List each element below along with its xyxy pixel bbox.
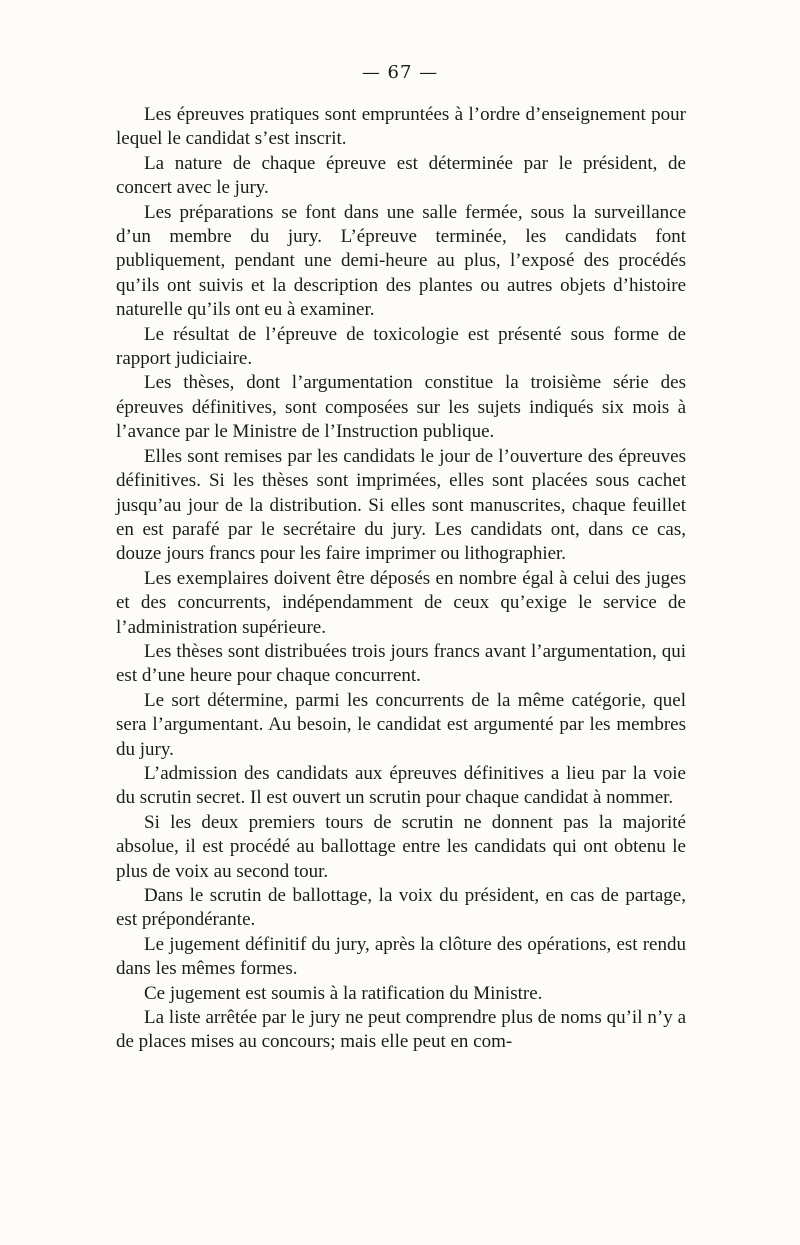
paragraph: Ce jugement est soumis à la ratification du Ministre. (144, 982, 543, 1004)
paragraph: La liste arrêtée par le jury ne peut comprendre plus de noms qu’il n’y a de places mises au concours; mais elle peut en com- (116, 1007, 686, 1053)
page-number: — 67 — (361, 62, 439, 83)
body-text (116, 103, 686, 1055)
paragraph: Les thèses, dont l’argumentation constitue la troisième série des épreuves définitives, sont composées sur les sujets indiqués six mois à l’avance par le Ministre de l’Instruction publique. (116, 372, 686, 443)
paragraph: Les exemplaires doivent être déposés en nombre égal à celui des juges et des concurrents, indépendamment de ceux qu’exige le service de l’administration supérieure. (116, 567, 686, 638)
paragraph: Le jugement définitif du jury, après la clôture des opérations, est rendu dans les mêmes formes. (116, 933, 686, 980)
paragraph: Elles sont remises par les candidats le jour de l’ouverture des épreuves définitives. Si les thèses sont imprimées, elles sont placées sous cachet jusqu’au jour de la distribution. Si elles sont manuscrites, chaque feuillet en est parafé par le secrétaire du jury. Les candidats ont, dans ce cas, douze jours francs pour les faire imprimer ou lithographier. (116, 445, 686, 565)
paragraph: Les thèses sont distribuées trois jours francs avant l’argumentation, qui est d’une heure pour chaque concurrent. (116, 640, 686, 687)
paragraph: L’admission des candidats aux épreuves définitives a lieu par la voie du scrutin secret. Il est ouvert un scrutin pour chaque candidat à nommer. (116, 762, 686, 809)
paragraph: Si les deux premiers tours de scrutin ne donnent pas la majorité absolue, il est procédé au ballottage entre les candidats qui ont obtenu le plus de voix au second tour. (116, 811, 686, 882)
paragraph: Dans le scrutin de ballottage, la voix du président, en cas de partage, est prépondérante. (116, 885, 686, 931)
paragraph: Les épreuves pratiques sont empruntées à l’ordre d’enseignement pour lequel le candidat s’est inscrit. (116, 104, 686, 150)
paragraph: La nature de chaque épreuve est déterminée par le président, de concert avec le jury. (116, 152, 686, 199)
paragraph: Les préparations se font dans une salle fermée, sous la surveillance d’un membre du jury. L’épreuve terminée, les candidats font publiquement, pendant une demi-heure au plus, l’exposé des procédés qu’ils ont suivis et la description des plantes ou autres objets d’histoire naturelle qu’ils ont eu à examiner. (116, 201, 686, 321)
paragraph: Le résultat de l’épreuve de toxicologie est présenté sous forme de rapport judiciaire. (116, 323, 686, 370)
paragraph: Le sort détermine, parmi les concurrents de la même catégorie, quel sera l’argumentant. Au besoin, le candidat est argumenté par les membres du jury. (116, 689, 686, 760)
